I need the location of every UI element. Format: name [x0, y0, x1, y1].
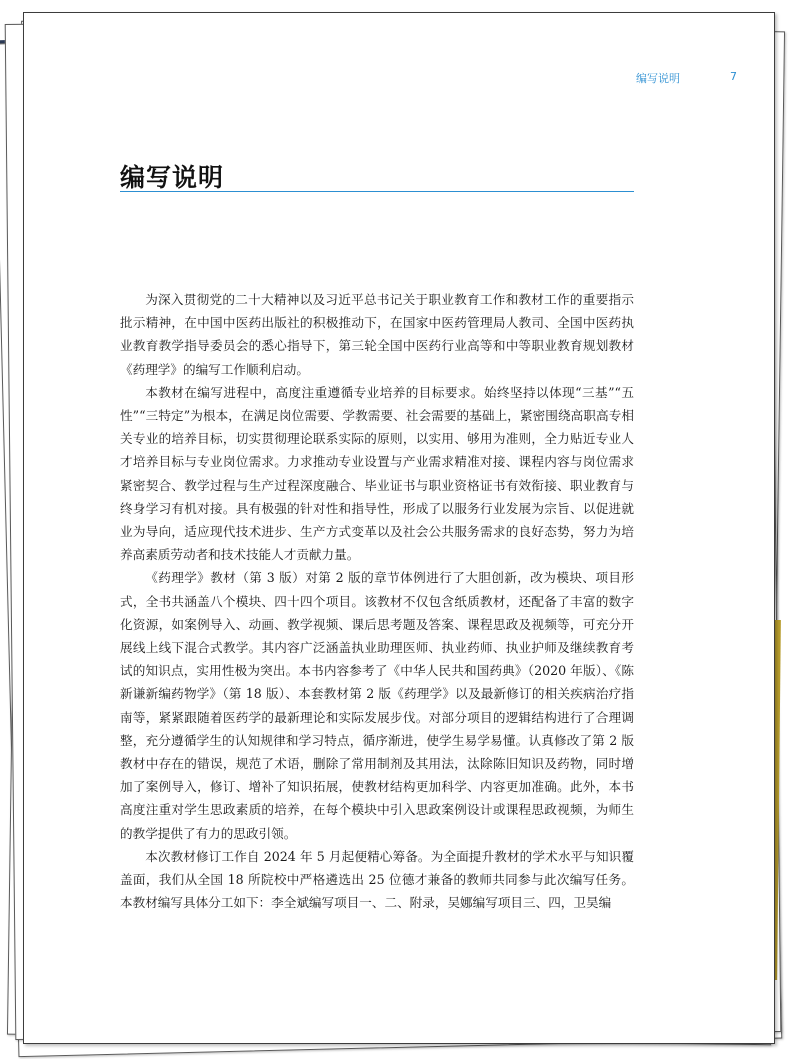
- title-underline-rule: [120, 191, 634, 192]
- paragraph: 本次教材修订工作自 2024 年 5 月起便精心筹备。为全面提升教材的学术水平与知识覆盖面，我们从全国 18 所院校中严格遴选出 25 位德才兼备的教师共同参与此次编写任务。本教材编写具体分工如下：李全斌编写项目一、二、附录，吴娜编写项目三、四，卫昊编: [120, 848, 634, 911]
- running-head-title: 编写说明: [636, 72, 680, 85]
- body-text: [120, 288, 634, 914]
- chapter-title: 编写说明: [120, 163, 225, 192]
- paragraph: 《药理学》教材（第 3 版）对第 2 版的章节体例进行了大胆创新，改为模块、项目形式，全书共涵盖八个模块、四十四个项目。该教材不仅包含纸质教材，还配备了丰富的数字化资源，如案例导入、动画、教学视频、课后思考题及答案、课程思政及视频等，可充分开展线上线下混合式教学。其内容广泛涵盖执业助理医师、执业药师、执业护师及继续教育考试的知识点，实用性极为突出。本书内容参考了《中华人民共和国药典》（2020 年版）、《陈新谦新编药物学》（第 18 版）、本套教材第 2 版《药理学》以及最新修订的相关疾病治疗指南等，紧紧跟随着医药学的最新理论和实际发展步伐。对部分项目的逻辑结构进行了合理调整，充分遵循学生的认知规律和学习特点，循序渐进，使学生易学易懂。认真修改了第 2 版教材中存在的错误，规范了术语，删除了常用制剂及其用法，汰除陈旧知识及药物，同时增加了案例导入，修订、增补了知识拓展，使教材结构更加科学、内容更加准确。此外，本书高度注重对学生思政素质的培养，在每个模块中引入思政案例设计或课程思政视频，为师生的教学提供了有力的思政引领。: [120, 570, 634, 841]
- page-number: 7: [730, 70, 737, 83]
- paragraph: 本教材在编写进程中，高度注重遵循专业培养的目标要求。始终坚持以体现“三基”“五性”“三特定”为根本，在满足岗位需要、学教需要、社会需要的基础上，紧密围绕高职高专相关专业的培养目标，切实贯彻理论联系实际的原则，以实用、够用为准则，全力贴近专业人才培养目标与专业岗位需求。力求推动专业设置与产业需求精准对接、课程内容与岗位需求紧密契合、教学过程与生产过程深度融合、毕业证书与职业资格证书有效衔接、职业教育与终身学习有机对接。具有极强的针对性和指导性，形成了以服务行业发展为宗旨、以促进就业为导向，适应现代技术进步、生产方式变革以及社会公共服务需求的良好态势，努力为培养高素质劳动者和技术技能人才贡献力量。: [120, 384, 634, 563]
- paragraph: 为深入贯彻党的二十大精神以及习近平总书记关于职业教育工作和教材工作的重要指示批示精神，在中国中医药出版社的积极推动下，在国家中医药管理局人教司、全国中医药执业教育教学指导委员会的悉心指导下，第三轮全国中医药行业高等和中等职业教育规划教材《药理学》的编写工作顺利启动。: [120, 292, 634, 377]
